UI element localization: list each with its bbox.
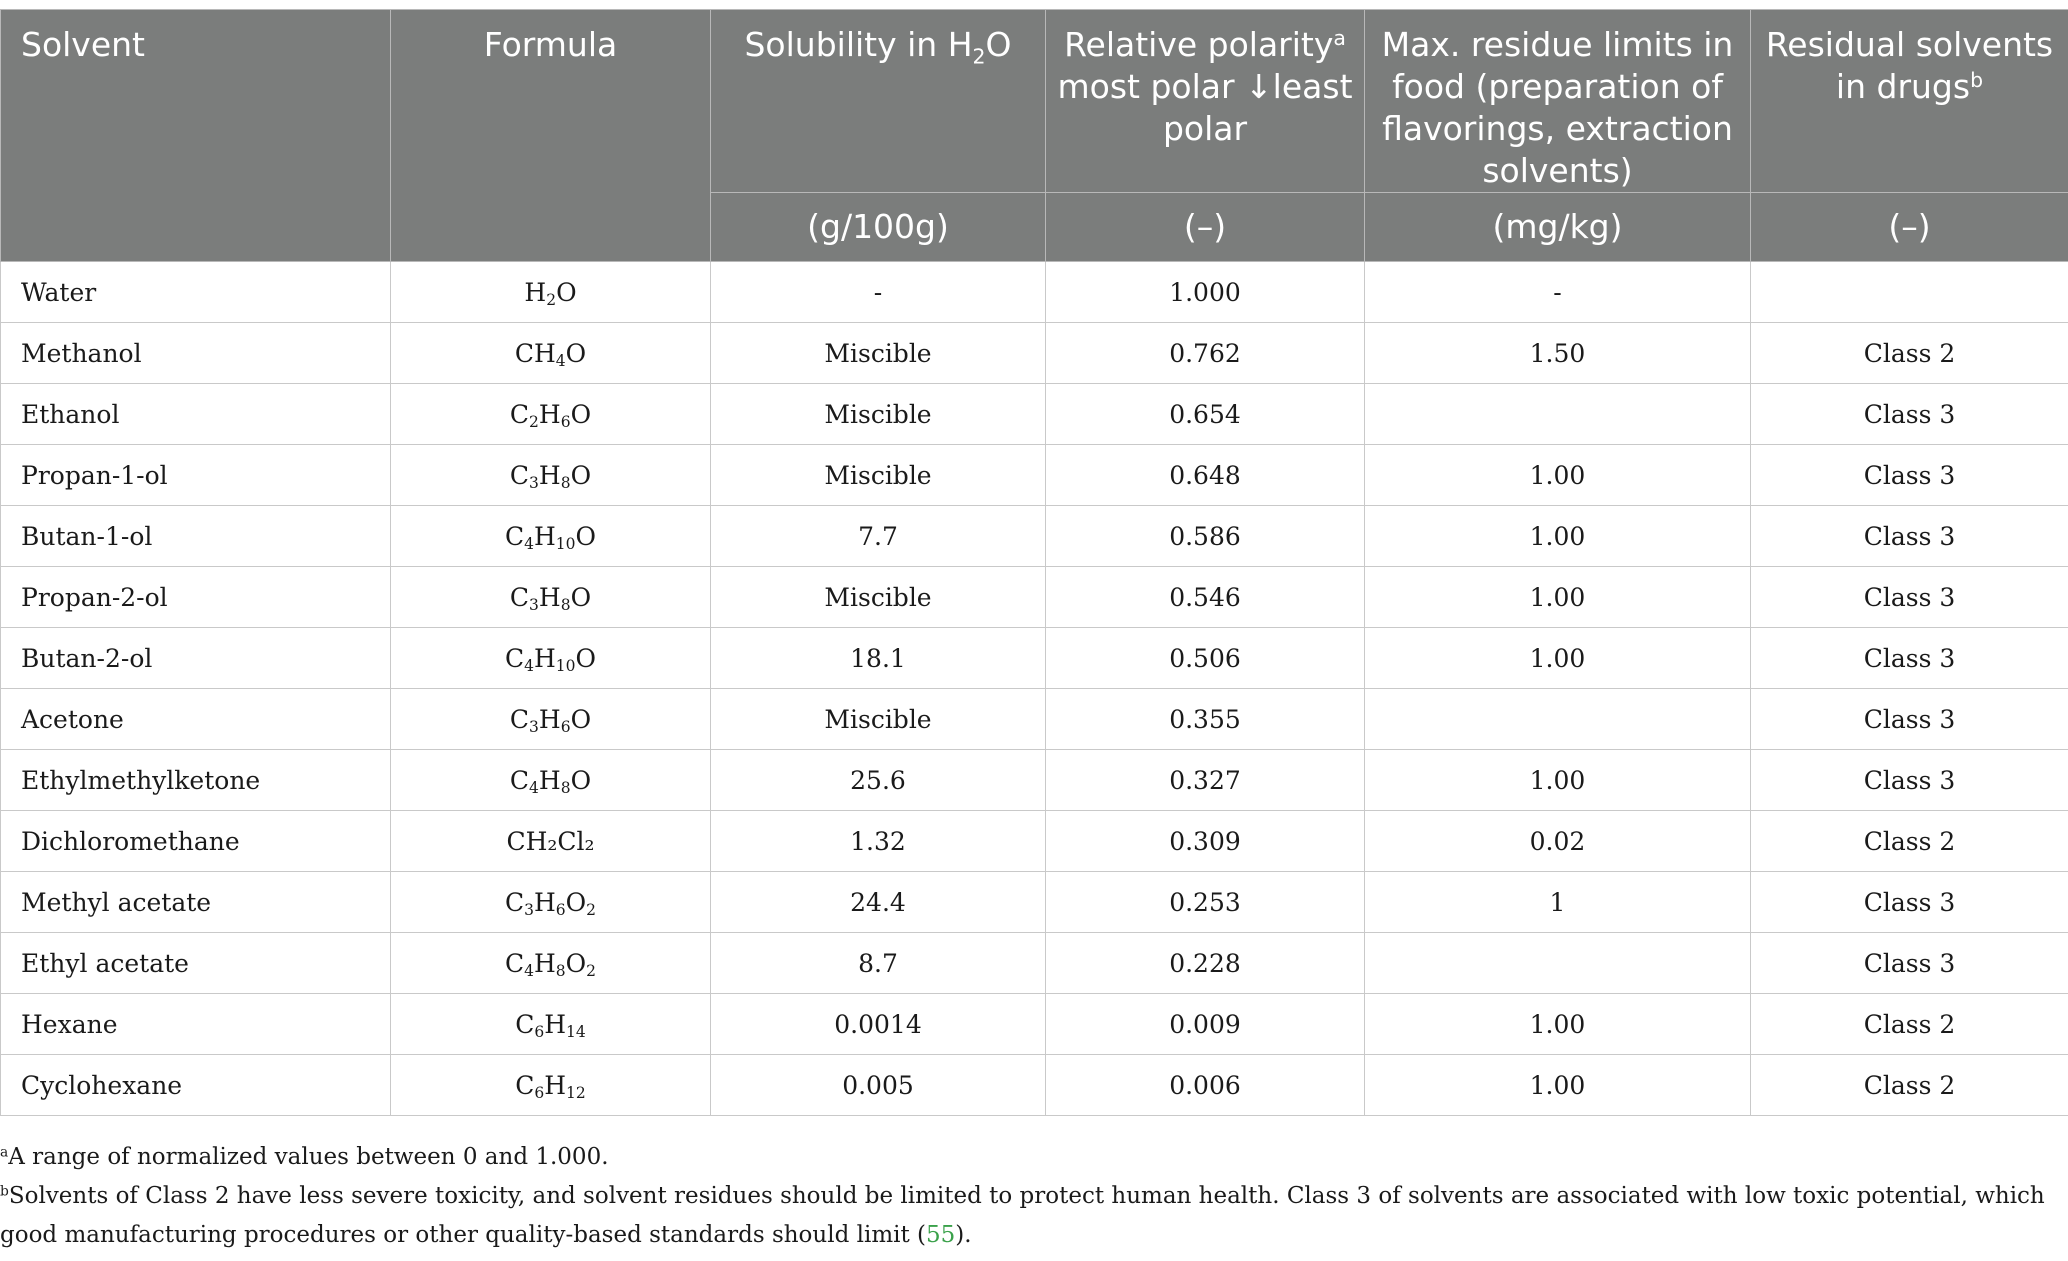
cell-polarity: 0.654 <box>1046 384 1365 445</box>
formula-text: H <box>538 704 561 734</box>
cell-residual <box>1751 262 2068 323</box>
cell-solubility: 7.7 <box>711 506 1046 567</box>
formula-subscript: 2 <box>546 290 557 309</box>
footnote-a-text: A range of normalized values between 0 and 1.000. <box>8 1144 609 1170</box>
formula-text: O <box>575 521 597 551</box>
footnote-mark-a: a <box>1333 25 1346 50</box>
formula-text: H <box>538 582 561 612</box>
cell-solubility: Miscible <box>711 445 1046 506</box>
formula-text: CH <box>514 338 556 368</box>
formula-text: H <box>538 460 561 490</box>
formula-subscript: 6 <box>534 1083 545 1102</box>
table-row <box>1 323 2068 384</box>
unit-polarity: (–) <box>1046 193 1365 262</box>
formula-subscript: 14 <box>566 1022 586 1041</box>
footnote-b-text: Solvents of Class 2 have less severe toxicity, and solvent residues should be limited to protect human health. Class 3 of solvents are associated with low toxic potential, which good manufacturing procedures or other quality-based standards should limit ( <box>0 1183 2045 1248</box>
cell-max-residue <box>1365 689 1751 750</box>
formula-subscript: 6 <box>555 900 566 919</box>
table-row <box>1 567 2068 628</box>
cell-solvent: Water <box>1 262 391 323</box>
cell-residual: Class 2 <box>1751 1055 2068 1116</box>
cell-solubility: Miscible <box>711 323 1046 384</box>
cell-solvent: Butan-1-ol <box>1 506 391 567</box>
cell-max-residue: 0.02 <box>1365 811 1751 872</box>
cell-residual: Class 3 <box>1751 689 2068 750</box>
formula-subscript: 6 <box>560 717 571 736</box>
cell-formula <box>391 506 711 567</box>
table-header <box>1 10 2068 262</box>
formula-text: H <box>533 887 556 917</box>
cell-residual: Class 3 <box>1751 933 2068 994</box>
cell-polarity: 0.309 <box>1046 811 1365 872</box>
formula-text: O <box>565 338 587 368</box>
cell-polarity: 0.586 <box>1046 506 1365 567</box>
cell-formula <box>391 262 711 323</box>
formula-subscript: 8 <box>555 961 566 980</box>
formula-text: H <box>524 277 547 307</box>
table-row <box>1 506 2068 567</box>
cell-residual: Class 3 <box>1751 384 2068 445</box>
footnote-a <box>0 1138 2060 1177</box>
table-row <box>1 628 2068 689</box>
cell-formula <box>391 567 711 628</box>
cell-solubility: Miscible <box>711 689 1046 750</box>
table-row <box>1 811 2068 872</box>
cell-formula <box>391 872 711 933</box>
formula-text: O <box>575 643 597 673</box>
table-row <box>1 750 2068 811</box>
footnote-a-mark: a <box>0 1144 9 1161</box>
cell-solubility: 1.32 <box>711 811 1046 872</box>
cell-max-residue: 1.00 <box>1365 567 1751 628</box>
header-polarity-post: most polar ↓least polar <box>1057 67 1353 148</box>
header-solvent <box>1 10 391 262</box>
cell-solvent: Ethanol <box>1 384 391 445</box>
cell-solubility: 0.005 <box>711 1055 1046 1116</box>
cell-solvent: Propan-1-ol <box>1 445 391 506</box>
cell-solvent: Ethyl acetate <box>1 933 391 994</box>
cell-max-residue: 1.50 <box>1365 323 1751 384</box>
header-solubility <box>711 10 1046 193</box>
formula-text: C <box>504 643 525 673</box>
formula-subscript: 2 <box>586 900 597 919</box>
formula-subscript: 4 <box>555 351 566 370</box>
header-polarity-label: Relative polarity <box>1064 25 1334 64</box>
formula-subscript: 4 <box>524 961 534 980</box>
formula-text: H <box>533 948 556 978</box>
cell-max-residue: 1.00 <box>1365 628 1751 689</box>
formula-subscript: 4 <box>529 778 539 797</box>
cell-solubility: - <box>711 262 1046 323</box>
cell-formula <box>391 323 711 384</box>
cell-polarity: 0.327 <box>1046 750 1365 811</box>
cell-formula <box>391 750 711 811</box>
cell-solubility: Miscible <box>711 567 1046 628</box>
formula-text: C <box>515 1070 535 1100</box>
table-row <box>1 445 2068 506</box>
formula-text: O <box>570 582 592 612</box>
cell-solvent: Methyl acetate <box>1 872 391 933</box>
cell-solvent: Acetone <box>1 689 391 750</box>
cell-polarity: 0.506 <box>1046 628 1365 689</box>
header-polarity <box>1046 10 1365 193</box>
cell-max-residue <box>1365 384 1751 445</box>
header-max-residue <box>1365 10 1751 193</box>
formula-subscript: 3 <box>524 900 534 919</box>
header-solvent-label: Solvent <box>21 25 145 64</box>
table-row <box>1 994 2068 1055</box>
formula-text: C <box>509 704 530 734</box>
header-max-residue-label: Max. residue limits in food (preparation of flavorings, extraction solvents) <box>1381 25 1734 190</box>
formula-subscript: 3 <box>529 717 539 736</box>
cell-polarity: 0.546 <box>1046 567 1365 628</box>
header-solubility-sub: 2 <box>972 44 986 69</box>
cell-residual: Class 3 <box>1751 628 2068 689</box>
cell-solubility: Miscible <box>711 384 1046 445</box>
table-row <box>1 933 2068 994</box>
cell-solubility: 0.0014 <box>711 994 1046 1055</box>
table-row <box>1 872 2068 933</box>
cell-solvent: Dichloromethane <box>1 811 391 872</box>
formula-text: O <box>570 460 592 490</box>
cell-max-residue: 1.00 <box>1365 1055 1751 1116</box>
header-formula-label: Formula <box>483 25 618 64</box>
cell-residual: Class 2 <box>1751 323 2068 384</box>
cell-max-residue: 1 <box>1365 872 1751 933</box>
header-residual-label: Residual solvents in drugs <box>1765 25 2054 106</box>
formula-subscript: 6 <box>560 412 571 431</box>
formula-subscript: 10 <box>555 534 576 553</box>
formula-text: O <box>556 277 577 307</box>
formula-subscript: 12 <box>566 1083 586 1102</box>
cell-residual: Class 3 <box>1751 567 2068 628</box>
cell-formula <box>391 811 711 872</box>
cell-solvent: Cyclohexane <box>1 1055 391 1116</box>
footnote-b-mark: b <box>0 1183 9 1200</box>
cell-solvent: Propan-2-ol <box>1 567 391 628</box>
cell-polarity: 0.228 <box>1046 933 1365 994</box>
formula-subscript: 2 <box>529 412 539 431</box>
cell-residual: Class 3 <box>1751 750 2068 811</box>
formula-text: H <box>538 765 561 795</box>
cell-formula <box>391 628 711 689</box>
formula-text: C <box>509 460 530 490</box>
formula-text: O <box>570 765 592 795</box>
unit-residual: (–) <box>1751 193 2068 262</box>
cell-residual: Class 3 <box>1751 872 2068 933</box>
header-solubility-post: O <box>985 25 1012 64</box>
cell-residual: Class 3 <box>1751 506 2068 567</box>
table-row <box>1 384 2068 445</box>
solvent-table <box>0 9 2068 1116</box>
unit-max-residue: (mg/kg) <box>1365 193 1751 262</box>
cell-formula <box>391 994 711 1055</box>
formula-text: H <box>538 399 561 429</box>
formula-text: C <box>504 948 525 978</box>
cell-polarity: 0.253 <box>1046 872 1365 933</box>
footnote-mark-b: b <box>1970 67 1984 92</box>
formula-text: O <box>570 399 592 429</box>
formula-text: O <box>565 948 587 978</box>
formula-subscript: 10 <box>555 656 576 675</box>
formula-text: H <box>533 521 556 551</box>
formula-text: C <box>515 1009 535 1039</box>
cell-max-residue: 1.00 <box>1365 750 1751 811</box>
cell-solvent: Ethylmethylketone <box>1 750 391 811</box>
formula-subscript: 8 <box>560 595 571 614</box>
table-body <box>1 262 2068 1116</box>
formula-text: C <box>509 582 530 612</box>
formula-subscript: 3 <box>529 473 539 492</box>
formula-subscript: 3 <box>529 595 539 614</box>
formula-text: CH₂Cl₂ <box>506 826 595 856</box>
table-row <box>1 262 2068 323</box>
formula-text: C <box>509 399 530 429</box>
table-row <box>1 1055 2068 1116</box>
cell-residual: Class 2 <box>1751 994 2068 1055</box>
formula-text: O <box>565 887 587 917</box>
cell-max-residue <box>1365 933 1751 994</box>
unit-solubility: (g/100g) <box>711 193 1046 262</box>
cell-polarity: 1.000 <box>1046 262 1365 323</box>
cell-residual: Class 2 <box>1751 811 2068 872</box>
cell-formula <box>391 384 711 445</box>
header-row <box>1 10 2068 193</box>
table-row <box>1 689 2068 750</box>
cell-polarity: 0.006 <box>1046 1055 1365 1116</box>
formula-subscript: 4 <box>524 656 534 675</box>
formula-text: H <box>544 1009 567 1039</box>
header-formula <box>391 10 711 262</box>
formula-subscript: 4 <box>524 534 534 553</box>
cell-max-residue: 1.00 <box>1365 994 1751 1055</box>
formula-text: C <box>509 765 530 795</box>
cell-solvent: Butan-2-ol <box>1 628 391 689</box>
formula-subscript: 8 <box>560 778 571 797</box>
cell-formula <box>391 1055 711 1116</box>
cell-residual: Class 3 <box>1751 445 2068 506</box>
cell-solvent: Hexane <box>1 994 391 1055</box>
formula-text: O <box>570 704 592 734</box>
cell-formula <box>391 689 711 750</box>
header-solubility-label: Solubility in H <box>744 25 973 64</box>
cell-polarity: 0.009 <box>1046 994 1365 1055</box>
cell-formula <box>391 445 711 506</box>
formula-subscript: 6 <box>534 1022 545 1041</box>
cell-solubility: 25.6 <box>711 750 1046 811</box>
cell-solubility: 8.7 <box>711 933 1046 994</box>
header-residual <box>1751 10 2068 193</box>
cell-solubility: 24.4 <box>711 872 1046 933</box>
footnote-b <box>0 1177 2060 1255</box>
formula-text: C <box>504 521 525 551</box>
table-footnotes <box>0 1138 2060 1255</box>
footnote-b-end: ). <box>955 1222 972 1248</box>
cell-solvent: Methanol <box>1 323 391 384</box>
cell-solubility: 18.1 <box>711 628 1046 689</box>
formula-text: H <box>533 643 556 673</box>
formula-subscript: 2 <box>586 961 597 980</box>
cell-polarity: 0.355 <box>1046 689 1365 750</box>
reference-link[interactable]: 55 <box>926 1222 956 1248</box>
formula-text: H <box>544 1070 567 1100</box>
cell-formula <box>391 933 711 994</box>
cell-polarity: 0.648 <box>1046 445 1365 506</box>
formula-text: C <box>504 887 525 917</box>
formula-subscript: 8 <box>560 473 571 492</box>
cell-max-residue: 1.00 <box>1365 445 1751 506</box>
cell-max-residue: 1.00 <box>1365 506 1751 567</box>
cell-max-residue: - <box>1365 262 1751 323</box>
cell-polarity: 0.762 <box>1046 323 1365 384</box>
